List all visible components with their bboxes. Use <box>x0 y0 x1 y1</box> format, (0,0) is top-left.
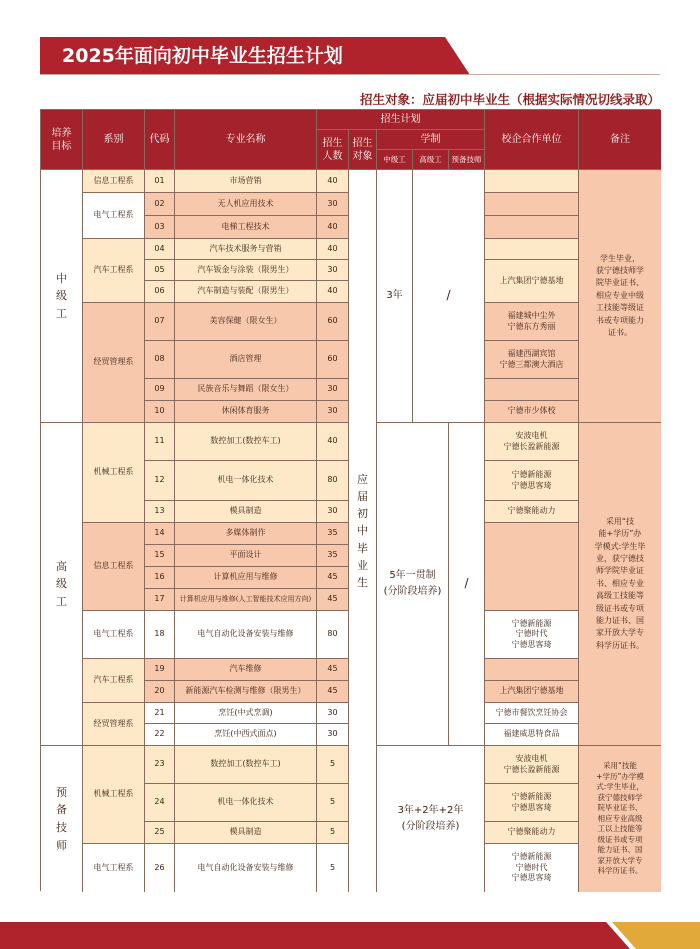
enrollment-target-subtitle: 招生对象：应届初中毕业生（根据实际情况切线录取） <box>359 92 660 107</box>
row-code: 08 <box>145 341 175 379</box>
row-count: 5 <box>317 784 349 822</box>
row-major: 电梯工程技术 <box>175 216 317 239</box>
header-major: 专业名称 <box>175 110 317 170</box>
partner-muju2: 宁德聚能动力 <box>485 822 579 844</box>
row-major: 汽车制造与装配（限男生） <box>175 281 317 303</box>
term-prep-years: 3年+2年+2年 (分阶段培养) <box>377 746 485 892</box>
row-major: 汽车维修 <box>175 659 317 681</box>
term-senior-years: 5年一贯制 (分阶段培养) <box>377 423 449 746</box>
row-code: 26 <box>145 844 175 892</box>
enrollment-target: 应 届 初 中 毕 业 生 <box>349 170 377 892</box>
title-banner <box>40 37 470 75</box>
header-mid: 中级工 <box>377 150 413 170</box>
row-count: 40 <box>317 239 349 260</box>
row-major: 休闲体育服务 <box>175 401 317 423</box>
partner-cell <box>485 193 579 216</box>
row-code: 14 <box>145 523 175 545</box>
row-code: 01 <box>145 170 175 193</box>
header-senior: 高级工 <box>413 150 449 170</box>
header-partner: 校企合作单位 <box>485 110 579 170</box>
row-code: 10 <box>145 401 175 423</box>
row-count: 40 <box>317 423 349 461</box>
row-major: 计算机应用与维修 <box>175 567 317 589</box>
row-code: 16 <box>145 567 175 589</box>
row-code: 13 <box>145 501 175 523</box>
partner-shangqi: 上汽集团宁德基地 <box>485 260 579 303</box>
row-code: 19 <box>145 659 175 681</box>
row-count: 45 <box>317 589 349 611</box>
partner-cell <box>485 379 579 401</box>
partner-shukong2: 安波电机 宁德长盈新能源 <box>485 746 579 784</box>
header-plan: 招生计划 <box>317 110 485 130</box>
header-goal: 培养 目标 <box>41 110 83 170</box>
partner-dianqi2: 宁德新能源 宁德时代 宁德思客琦 <box>485 844 579 892</box>
header-dept: 系别 <box>83 110 145 170</box>
partner-pengren1: 宁德市餐饮烹饪协会 <box>485 703 579 724</box>
header-count: 招生 人数 <box>317 130 349 170</box>
row-major: 酒店管理 <box>175 341 317 379</box>
row-code: 15 <box>145 545 175 567</box>
row-code: 11 <box>145 423 175 461</box>
row-major: 数控加工(数控车工) <box>175 423 317 461</box>
row-code: 04 <box>145 239 175 260</box>
row-major: 平面设计 <box>175 545 317 567</box>
dept-auto-mid: 汽车工程系 <box>83 239 145 303</box>
note-senior: 采用“技 能+学历”办 学模式:学生毕 业，获宁德技 师学院毕业证 书、相应专业 高级工技能等 级证书或专项 能力证书、国 家开放大学专 科学历证书。 <box>579 423 661 746</box>
row-count: 30 <box>317 501 349 523</box>
row-code: 22 <box>145 724 175 746</box>
note-prep: 采用“技能 +学历”办学模 式:学生毕业， 获宁德技师学 院毕业证书、 相应专业高级 工以上技能等 级证书或专项 能力证书、国 家开放大学专 科学历证书。 <box>579 746 661 892</box>
row-count: 30 <box>317 401 349 423</box>
goal-senior: 高 级 工 <box>41 423 83 746</box>
bottom-decor-bar <box>0 922 700 949</box>
row-code: 23 <box>145 746 175 784</box>
row-code: 18 <box>145 611 175 659</box>
partner-jidian: 宁德新能源 宁德思客琦 <box>485 461 579 501</box>
row-count: 80 <box>317 461 349 501</box>
term-mid-slash: / <box>413 170 485 423</box>
partner-cell <box>485 239 579 260</box>
partner-tiyu: 宁德市少体校 <box>485 401 579 423</box>
row-count: 30 <box>317 724 349 746</box>
goal-mid: 中 级 工 <box>41 170 83 423</box>
dept-auto-senior: 汽车工程系 <box>83 659 145 703</box>
title-rule <box>40 74 660 75</box>
row-major: 数控加工(数控车工) <box>175 746 317 784</box>
row-code: 03 <box>145 216 175 239</box>
row-major: 计算机应用与维修(人工智能技术应用方向) <box>175 589 317 611</box>
partner-cell <box>485 523 579 611</box>
row-count: 45 <box>317 567 349 589</box>
header-target: 招生 对象 <box>349 130 377 170</box>
row-major: 民族音乐与舞蹈（限女生） <box>175 379 317 401</box>
partner-pengren2: 福建威思特食品 <box>485 724 579 746</box>
row-count: 40 <box>317 170 349 193</box>
row-count: 5 <box>317 844 349 892</box>
row-count: 5 <box>317 822 349 844</box>
term-senior-slash: / <box>449 423 485 746</box>
row-count: 30 <box>317 260 349 281</box>
row-major: 汽车技术服务与营销 <box>175 239 317 260</box>
row-code: 17 <box>145 589 175 611</box>
partner-jidian2: 宁德新能源 宁德思客琦 <box>485 784 579 822</box>
row-count: 60 <box>317 341 349 379</box>
dept-electric-mid: 电气工程系 <box>83 193 145 239</box>
row-count: 35 <box>317 545 349 567</box>
header-system: 学制 <box>377 130 485 150</box>
dept-mech-prep: 机械工程系 <box>83 746 145 844</box>
row-major: 美容保健（限女生） <box>175 303 317 341</box>
header-code: 代码 <box>145 110 175 170</box>
row-count: 5 <box>317 746 349 784</box>
dept-info-senior: 信息工程系 <box>83 523 145 611</box>
row-major: 模具制造 <box>175 501 317 523</box>
partner-dianqi: 宁德新能源 宁德时代 宁德思客琦 <box>485 611 579 659</box>
row-major: 烹饪(中西式面点) <box>175 724 317 746</box>
row-count: 45 <box>317 659 349 681</box>
row-count: 45 <box>317 681 349 703</box>
row-count: 80 <box>317 611 349 659</box>
row-major: 机电一体化技术 <box>175 784 317 822</box>
dept-trade-mid: 经贸管理系 <box>83 303 145 423</box>
term-mid-years: 3年 <box>377 170 413 423</box>
row-major: 电气自动化设备安装与维修 <box>175 844 317 892</box>
row-code: 25 <box>145 822 175 844</box>
partner-cell <box>485 216 579 239</box>
row-count: 30 <box>317 379 349 401</box>
dept-electric-senior: 电气工程系 <box>83 611 145 659</box>
row-major: 汽车钣金与涂装（限男生） <box>175 260 317 281</box>
row-count: 35 <box>317 523 349 545</box>
dept-trade-senior: 经贸管理系 <box>83 703 145 746</box>
row-count: 30 <box>317 193 349 216</box>
partner-jiudian: 福建西湖宾馆 宁德三都澳大酒店 <box>485 341 579 379</box>
row-code: 02 <box>145 193 175 216</box>
dept-info-mid: 信息工程系 <box>83 170 145 193</box>
row-major: 模具制造 <box>175 822 317 844</box>
row-major: 多媒体制作 <box>175 523 317 545</box>
partner-cell <box>485 170 579 193</box>
partner-shukong: 安波电机 宁德长盈新能源 <box>485 423 579 461</box>
row-code: 24 <box>145 784 175 822</box>
row-code: 06 <box>145 281 175 303</box>
row-count: 40 <box>317 281 349 303</box>
partner-shangqi2: 上汽集团宁德基地 <box>485 681 579 703</box>
row-code: 09 <box>145 379 175 401</box>
enrollment-plan-table <box>40 109 660 891</box>
goal-prep: 预 备 技 师 <box>41 746 83 892</box>
row-count: 40 <box>317 216 349 239</box>
partner-meirong: 福建城中尘外 宁德东方秀丽 <box>485 303 579 341</box>
bottom-decor-shape <box>0 922 700 949</box>
header-note: 备注 <box>579 110 661 170</box>
row-major: 烹饪(中式烹调) <box>175 703 317 724</box>
row-code: 12 <box>145 461 175 501</box>
row-major: 新能源汽车检测与维修（限男生） <box>175 681 317 703</box>
partner-muju: 宁德聚能动力 <box>485 501 579 523</box>
note-mid: 学生毕业， 获宁德技师学 院毕业证书、 相应专业中级 工技能等级证 书或专项能力 证书。 <box>579 170 661 423</box>
row-code: 05 <box>145 260 175 281</box>
row-major: 电气自动化设备安装与维修 <box>175 611 317 659</box>
row-code: 07 <box>145 303 175 341</box>
dept-mech-senior: 机械工程系 <box>83 423 145 523</box>
row-major: 机电一体化技术 <box>175 461 317 501</box>
row-code: 21 <box>145 703 175 724</box>
row-major: 无人机应用技术 <box>175 193 317 216</box>
row-count: 30 <box>317 703 349 724</box>
row-major: 市场营销 <box>175 170 317 193</box>
partner-cell <box>485 659 579 681</box>
page-title: 2025年面向初中毕业生招生计划 <box>62 45 343 67</box>
row-count: 60 <box>317 303 349 341</box>
header-prep: 预备技师 <box>449 150 485 170</box>
row-code: 20 <box>145 681 175 703</box>
dept-electric-prep: 电气工程系 <box>83 844 145 892</box>
